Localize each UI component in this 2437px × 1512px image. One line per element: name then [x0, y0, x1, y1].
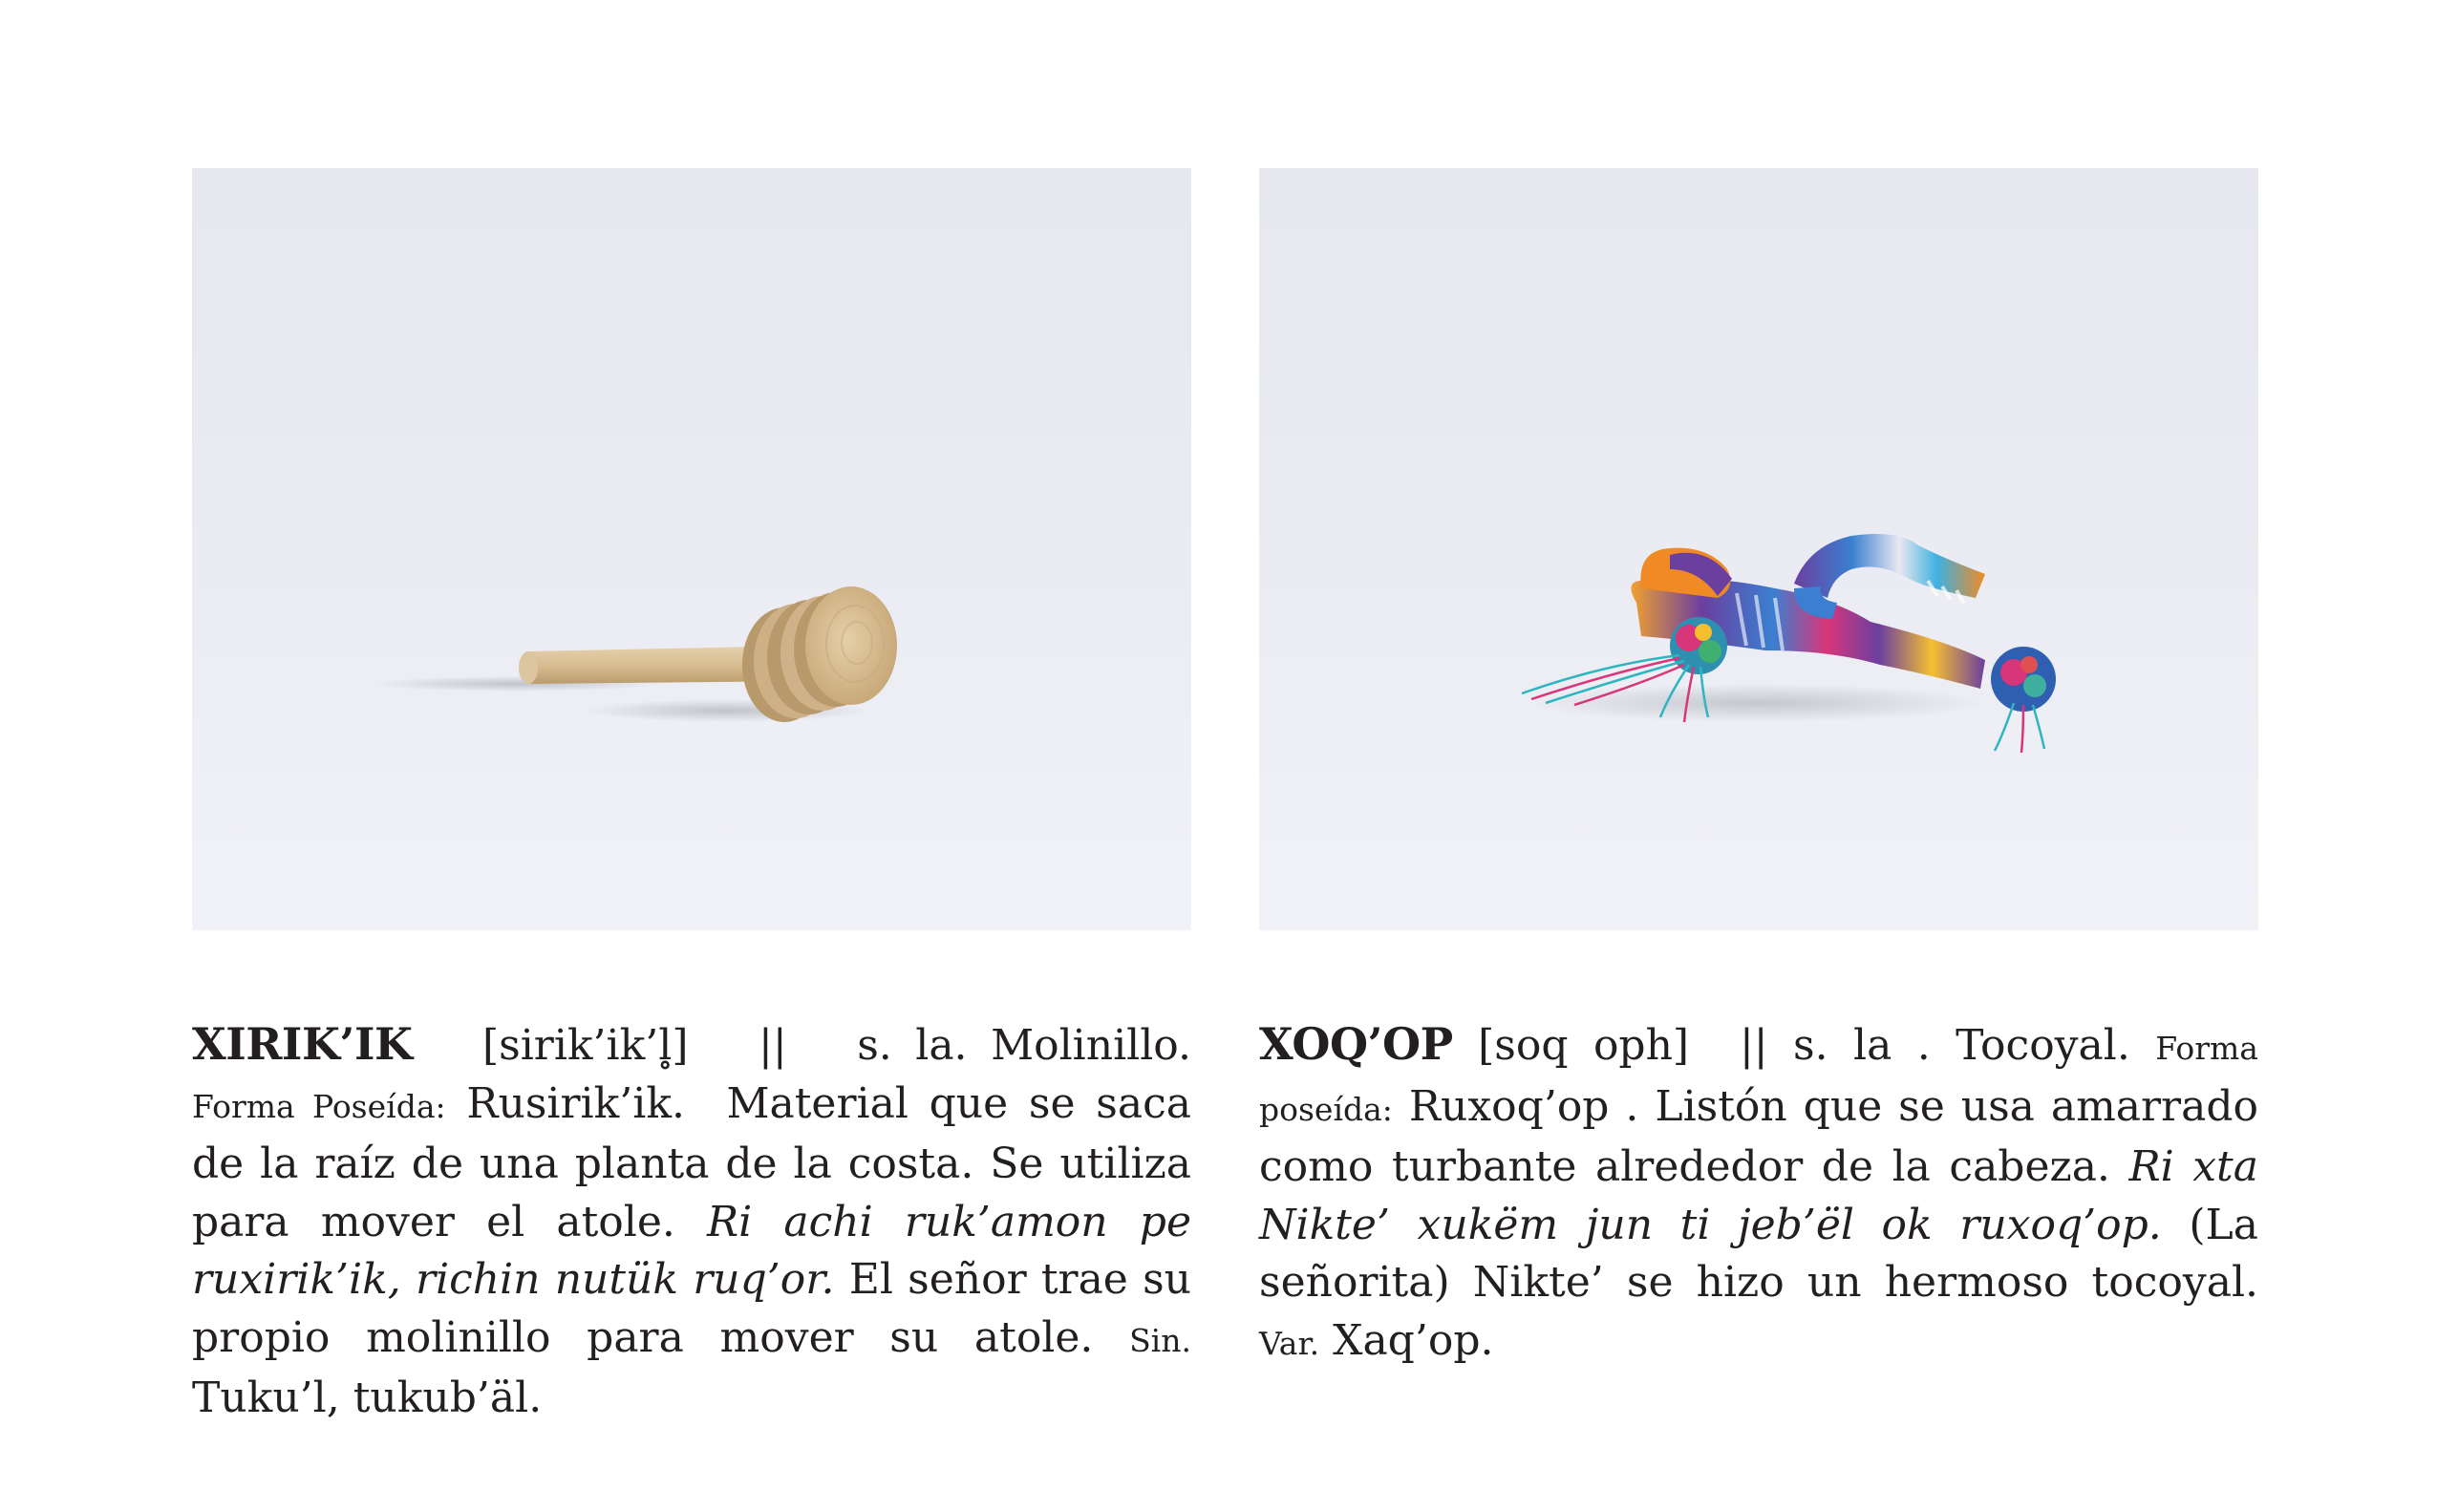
pronunciation: [sirik’ik’l̥]	[481, 1021, 689, 1070]
gloss: Molinillo.	[991, 1021, 1192, 1070]
part-of-speech: s. la.	[857, 1021, 968, 1070]
synonym-label: Sin.	[1129, 1321, 1191, 1359]
tocoyal-illustration	[1259, 168, 2258, 930]
example-sentence: Ri achi ruk’amon pe ruxirik’ik, richin nutük ruq’or.	[192, 1197, 1191, 1304]
example-translation: El señor trae su propio molinillo para mover su atole.	[192, 1255, 1191, 1362]
tocoyal-photo	[1259, 168, 2258, 930]
molinillo-illustration	[192, 168, 1191, 930]
part-of-speech: s. la .	[1793, 1021, 1931, 1070]
headword: XIRIK’IK	[192, 1018, 413, 1070]
dictionary-entry-xirikik	[192, 1015, 1191, 1428]
gloss: Tocoyal.	[1956, 1021, 2130, 1070]
headword: XOQ’OP	[1259, 1018, 1453, 1070]
dictionary-entry-xoqop	[1259, 1015, 2258, 1373]
separator: ||	[759, 1021, 787, 1070]
variant: Xaq’op.	[1333, 1315, 1494, 1365]
possessed-form: Ruxoq’op .	[1408, 1081, 1639, 1131]
separator: ||	[1739, 1021, 1768, 1070]
molinillo-photo	[192, 168, 1191, 930]
definition: Material que se saca de la raíz de una planta de la costa. Se utiliza para mover el atole.	[192, 1078, 1191, 1246]
pronunciation: [soq oph]	[1478, 1021, 1690, 1070]
example-sentence: Ri xta Nikte’ xukëm jun ti jeb’ël ok ruxoq’op.	[1259, 1142, 2258, 1249]
variant-label: Var.	[1259, 1324, 1320, 1362]
possessed-form-label: Forma Poseída:	[192, 1087, 446, 1125]
definition: Listón que se usa amarrado como turbante alrededor de la cabeza.	[1259, 1081, 2258, 1191]
possessed-form-label: Forma poseída:	[1259, 1030, 2258, 1128]
possessed-form: Rusirik’ik.	[466, 1078, 685, 1128]
example-translation: (La señorita) Nikte’ se hizo un hermoso tocoyal.	[1259, 1200, 2258, 1307]
synonyms: Tuku’l, tukub’äl.	[192, 1374, 543, 1422]
